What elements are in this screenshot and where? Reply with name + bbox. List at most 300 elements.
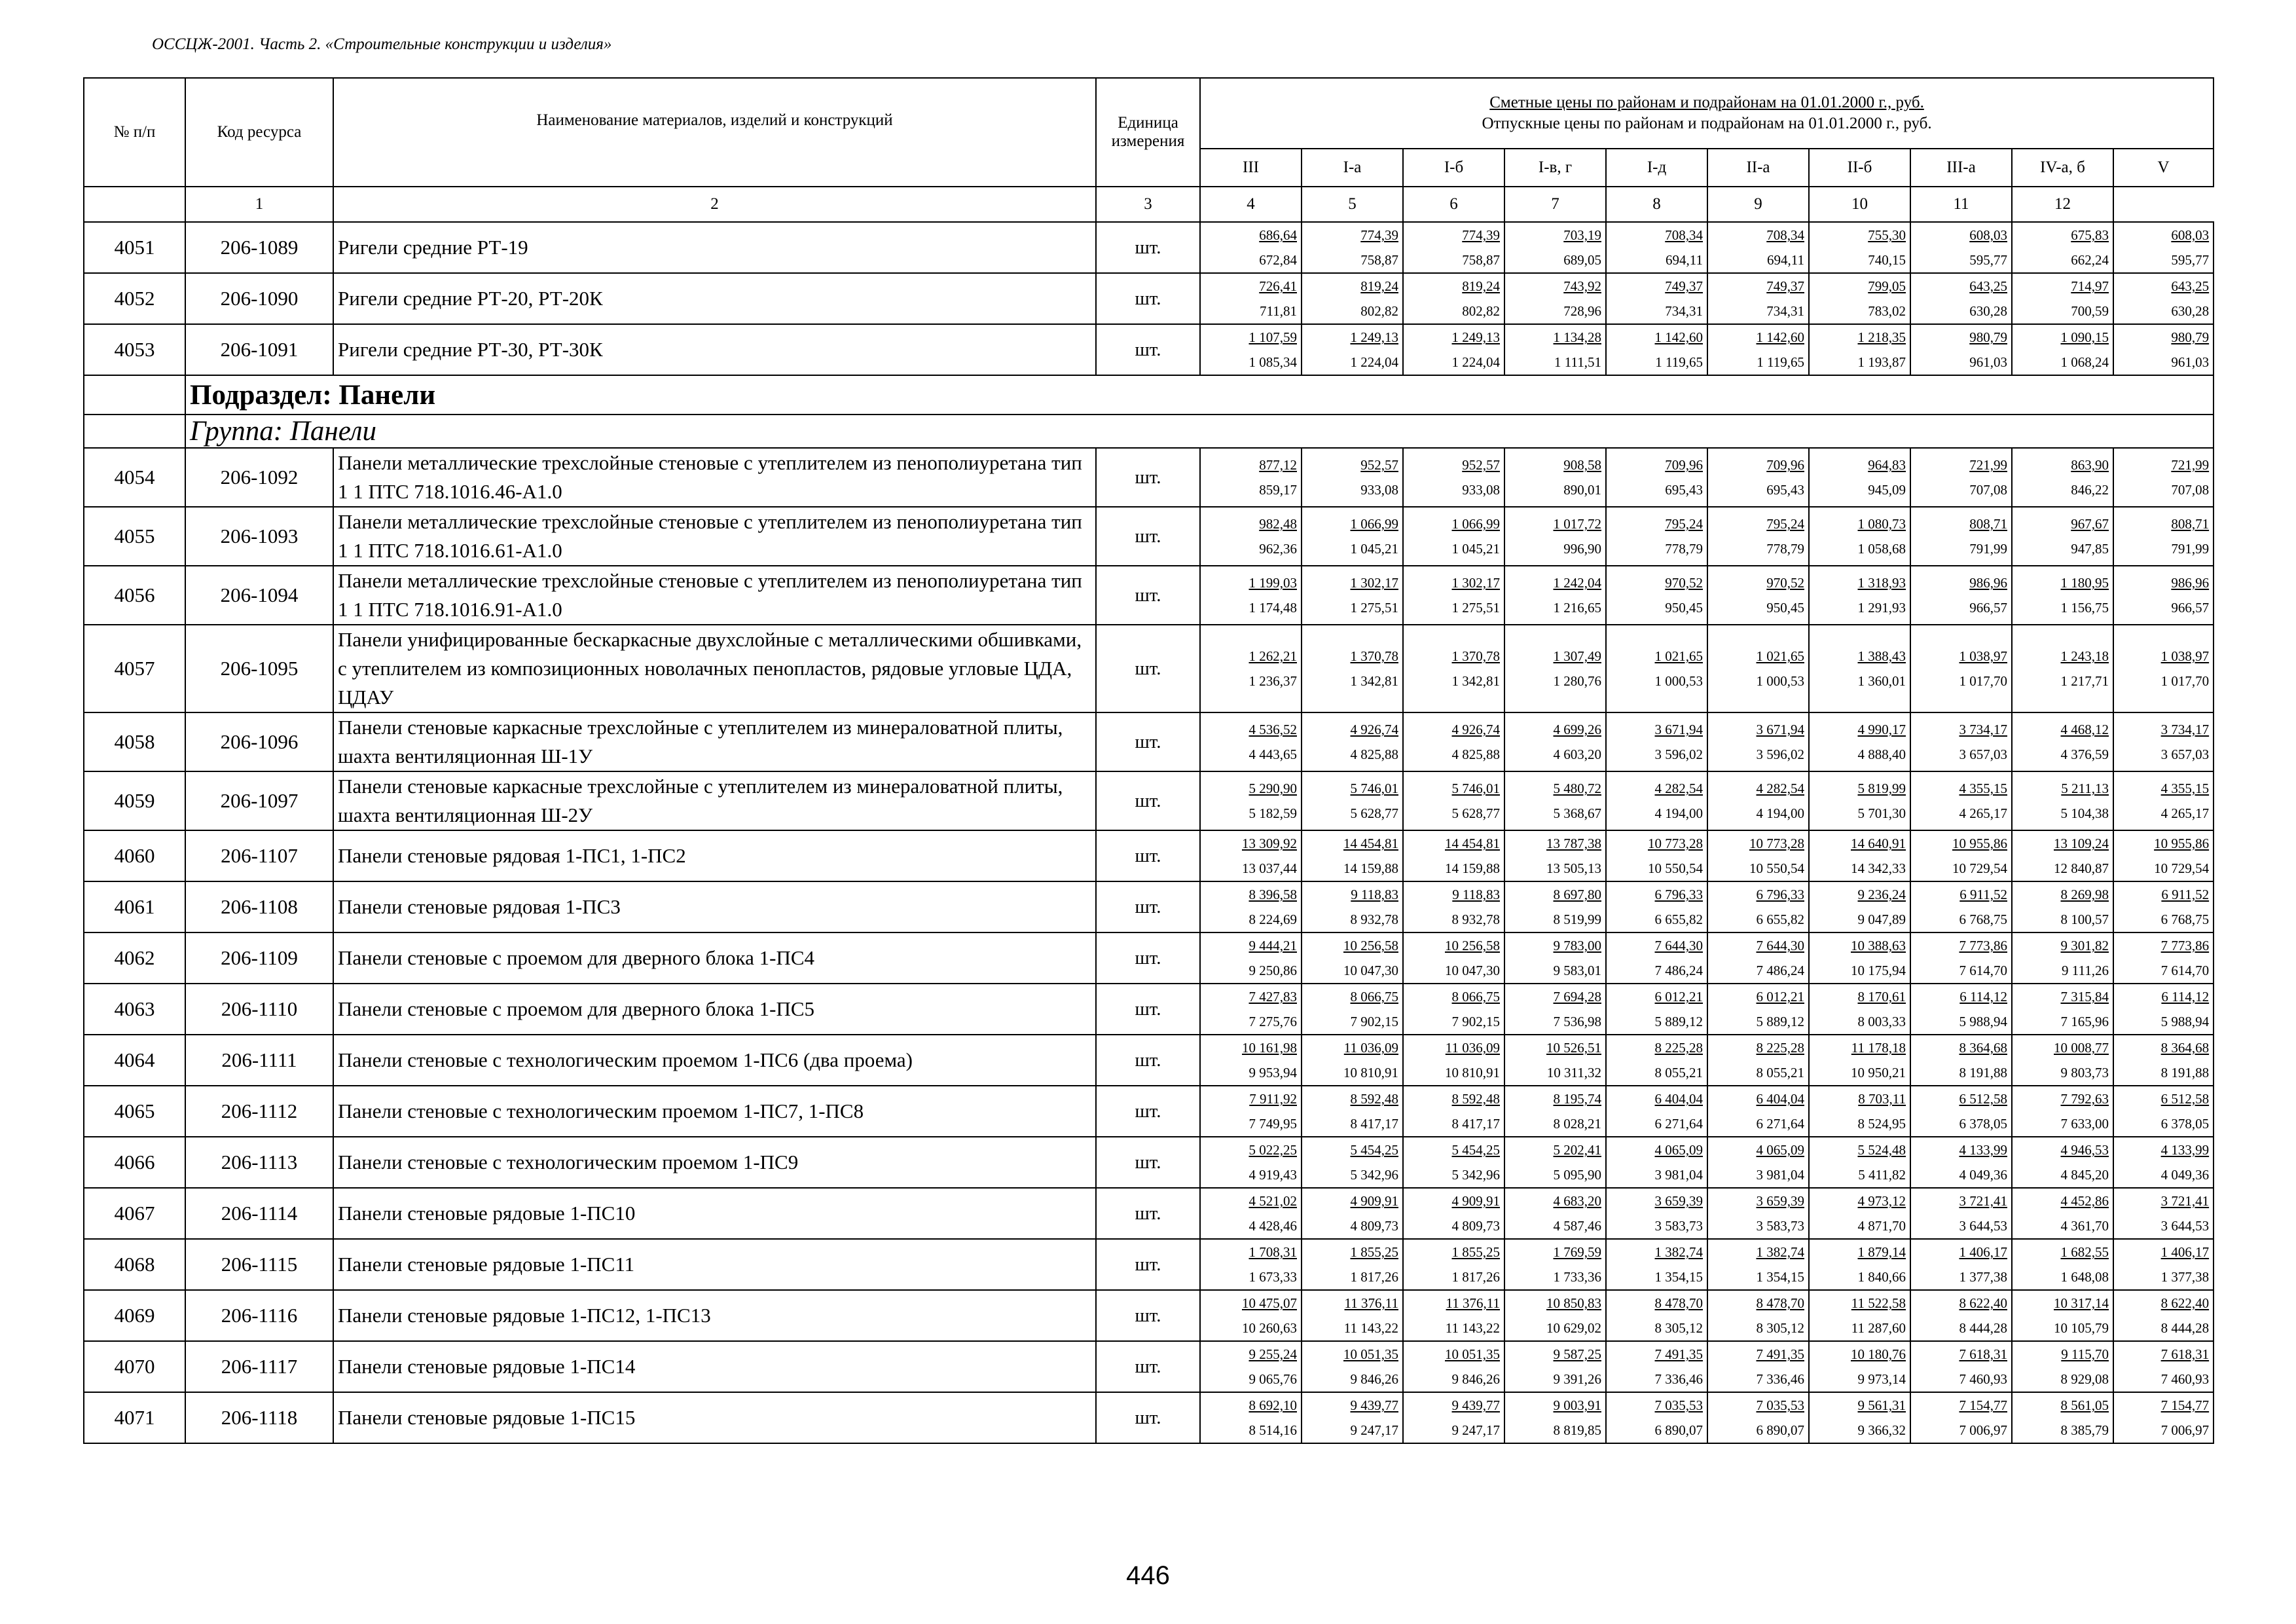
estimate-price: [1505, 570, 1605, 595]
estimate-price-value: 8 478,70: [1654, 1295, 1703, 1311]
estimate-price-value: 967,67: [2071, 516, 2109, 532]
release-price: 12 840,87: [2054, 860, 2109, 876]
release-price: 8 305,12: [1756, 1320, 1804, 1336]
estimate-price: [1302, 452, 1402, 477]
release-price: 1 156,75: [2060, 600, 2109, 616]
estimate-price-value: 1 180,95: [2060, 575, 2109, 591]
resource-code: 206-1096: [185, 712, 333, 771]
estimate-price: [1505, 1189, 1605, 1213]
estimate-price: [1607, 644, 1707, 669]
estimate-price: [1302, 223, 1402, 248]
release-price: 10 729,54: [2154, 860, 2210, 876]
estimate-price-value: 708,34: [1766, 227, 1804, 243]
estimate-price: [1201, 831, 1301, 856]
estimate-price: [1911, 511, 2011, 536]
estimate-price-value: 11 522,58: [1851, 1295, 1906, 1311]
release-price: 1 224,04: [1350, 354, 1398, 370]
estimate-price: [1201, 984, 1301, 1009]
resource-code: 206-1090: [185, 273, 333, 324]
estimate-price: [1911, 1137, 2011, 1162]
release-price: 8 003,33: [1857, 1014, 1906, 1029]
estimate-price-value: 4 909,91: [1451, 1193, 1500, 1209]
release-price: 8 385,79: [2060, 1422, 2109, 1438]
estimate-price: [1404, 274, 1504, 299]
estimate-price-value: 964,83: [1868, 457, 1906, 473]
release-price: 5 342,96: [1451, 1167, 1500, 1183]
estimate-price-value: 14 640,91: [1851, 836, 1906, 851]
estimate-price-value: 8 692,10: [1248, 1397, 1297, 1413]
estimate-price: [1302, 511, 1402, 536]
release-price: 7 902,15: [1451, 1014, 1500, 1029]
estimate-price-value: 3 721,41: [2160, 1193, 2210, 1209]
estimate-price: [1911, 1240, 2011, 1264]
estimate-price: [1505, 223, 1605, 248]
estimate-price-value: 9 118,83: [1351, 887, 1398, 902]
price-cell: [1809, 507, 1910, 566]
release-price: 966,57: [2171, 600, 2210, 616]
estimate-price-value: 7 491,35: [1756, 1346, 1804, 1362]
price-cell: [1200, 507, 1302, 566]
estimate-price-value: 7 792,63: [2060, 1091, 2109, 1107]
estimate-price-value: 6 796,33: [1654, 887, 1703, 902]
estimate-price: [1201, 644, 1301, 669]
price-cell: [1302, 1239, 1403, 1290]
estimate-price: [1810, 1086, 1910, 1111]
estimate-price-value: 795,24: [1665, 516, 1703, 532]
estimate-price: [1911, 1086, 2011, 1111]
release-price: 7 165,96: [2060, 1014, 2109, 1029]
estimate-price: [1708, 511, 1808, 536]
estimate-price: [1708, 644, 1808, 669]
estimate-price: [1302, 274, 1402, 299]
price-cell: [2113, 984, 2214, 1035]
group-row: [84, 415, 2214, 448]
price-cell: [1606, 771, 1707, 830]
price-cell: [1200, 1035, 1302, 1086]
estimate-price-value: 952,57: [1360, 457, 1398, 473]
estimate-price-value: 8 225,28: [1756, 1040, 1804, 1056]
price-cell: [1910, 984, 2012, 1035]
release-price: 4 888,40: [1857, 747, 1906, 762]
release-price: 8 055,21: [1756, 1065, 1804, 1080]
estimate-price-value: 1 262,21: [1248, 648, 1297, 664]
region-header: II-а: [1707, 149, 1809, 187]
price-cell: [1910, 1137, 2012, 1188]
estimate-price-value: 9 587,25: [1553, 1346, 1601, 1362]
price-cell: [1200, 830, 1302, 881]
release-price: 1 360,01: [1857, 673, 1906, 689]
estimate-price-value: 1 769,59: [1553, 1244, 1601, 1260]
release-price: 791,99: [1969, 541, 2007, 557]
estimate-price-value: 7 154,77: [1959, 1397, 2007, 1413]
release-price: 4 428,46: [1248, 1218, 1297, 1234]
price-cell: [1606, 273, 1707, 324]
estimate-price-value: 982,48: [1259, 516, 1297, 532]
resource-code: 206-1089: [185, 222, 333, 273]
estimate-price-value: 7 694,28: [1553, 989, 1601, 1005]
estimate-price: [1505, 274, 1605, 299]
estimate-price: [2013, 325, 2113, 350]
price-cell: [1504, 1392, 1606, 1443]
release-price: 9 247,17: [1451, 1422, 1500, 1438]
unit: шт.: [1096, 984, 1200, 1035]
price-cell: [1504, 1290, 1606, 1341]
price-cell: [1606, 984, 1707, 1035]
price-cell: [2012, 507, 2113, 566]
table-row: [84, 1188, 2214, 1239]
estimate-price-value: 9 003,91: [1553, 1397, 1601, 1413]
col-header-unit: Единица измерения: [1096, 78, 1200, 187]
price-cell: [1606, 1392, 1707, 1443]
release-price: 4 825,88: [1451, 747, 1500, 762]
price-cell: [1707, 273, 1809, 324]
estimate-price: [1708, 274, 1808, 299]
release-price: 8 224,69: [1248, 912, 1297, 927]
table-row: [84, 1086, 2214, 1137]
release-price: 1 111,51: [1554, 354, 1601, 370]
release-price: 10 047,30: [1445, 963, 1500, 978]
estimate-price-value: 10 475,07: [1242, 1295, 1297, 1311]
estimate-price-value: 10 051,35: [1343, 1346, 1398, 1362]
price-cell: [1504, 984, 1606, 1035]
estimate-price: [1505, 1393, 1605, 1418]
estimate-price: [1810, 1240, 1910, 1264]
estimate-price: [2114, 831, 2213, 856]
price-cell: [1910, 507, 2012, 566]
estimate-price: [1404, 1035, 1504, 1060]
estimate-price: [1404, 1240, 1504, 1264]
item-name: Панели металлические трехслойные стеновые с утеплителем из пенополиуретана тип 1 1 ПТС 718.1016.46-А1.0: [333, 448, 1096, 507]
release-price: 859,17: [1259, 482, 1297, 498]
estimate-price-value: 7 618,31: [1959, 1346, 2007, 1362]
estimate-price-value: 4 282,54: [1654, 781, 1703, 796]
estimate-price-value: 686,64: [1259, 227, 1297, 243]
release-price: 6 378,05: [2160, 1116, 2210, 1132]
region-header: I-а: [1302, 149, 1403, 187]
release-price: 10 260,63: [1242, 1320, 1297, 1336]
price-cell: [2113, 881, 2214, 932]
estimate-price: [1201, 452, 1301, 477]
section-blank: [1200, 375, 2214, 415]
release-price: 4 443,65: [1248, 747, 1297, 762]
release-price: 7 336,46: [1654, 1371, 1703, 1387]
estimate-price-value: 4 355,15: [1959, 781, 2007, 796]
estimate-price-value: 11 036,09: [1343, 1040, 1398, 1056]
column-number-blank: [84, 187, 185, 222]
release-price: 11 143,22: [1343, 1320, 1398, 1336]
estimate-price-value: 8 703,11: [1858, 1091, 1906, 1107]
estimate-price: [2013, 1189, 2113, 1213]
estimate-price: [1708, 1240, 1808, 1264]
price-cell: [1707, 324, 1809, 375]
estimate-price-value: 4 683,20: [1553, 1193, 1601, 1209]
estimate-price-value: 721,99: [1969, 457, 2007, 473]
table-row: [84, 566, 2214, 625]
estimate-price: [1404, 1086, 1504, 1111]
estimate-price-value: 7 427,83: [1248, 989, 1297, 1005]
price-cell: [1200, 1239, 1302, 1290]
estimate-price-value: 9 115,70: [2061, 1346, 2109, 1362]
release-price: 10 550,54: [1648, 860, 1703, 876]
price-cell: [2012, 1188, 2113, 1239]
estimate-price: [2013, 1291, 2113, 1316]
price-cell: [2012, 1086, 2113, 1137]
estimate-price: [1201, 1393, 1301, 1418]
item-name: Панели стеновые рядовые 1-ПС11: [333, 1239, 1096, 1290]
estimate-price-value: 8 170,61: [1857, 989, 1906, 1005]
price-cell: [2012, 273, 2113, 324]
table-row: [84, 712, 2214, 771]
row-number: 4070: [84, 1341, 185, 1392]
estimate-price: [1911, 776, 2011, 801]
estimate-price-value: 1 855,25: [1350, 1244, 1398, 1260]
estimate-price-value: 1 249,13: [1350, 329, 1398, 345]
row-number: 4059: [84, 771, 185, 830]
estimate-price: [1505, 1086, 1605, 1111]
group-title: Группа: Панели: [185, 415, 1200, 448]
price-cell: [1302, 324, 1403, 375]
release-price: 7 749,95: [1248, 1116, 1297, 1132]
estimate-price: [1505, 831, 1605, 856]
page-number: 446: [1126, 1561, 1170, 1590]
price-cell: [2113, 1137, 2214, 1188]
estimate-price: [1505, 933, 1605, 958]
estimate-price: [1201, 1035, 1301, 1060]
price-cell: [1504, 1035, 1606, 1086]
price-cell: [1809, 1137, 1910, 1188]
estimate-price-value: 952,57: [1462, 457, 1500, 473]
estimate-price: [1302, 1137, 1402, 1162]
estimate-price: [1708, 1035, 1808, 1060]
estimate-price-value: 10 256,58: [1343, 938, 1398, 953]
release-price: 1 068,24: [2060, 354, 2109, 370]
estimate-price: [1201, 1291, 1301, 1316]
price-cell: [1200, 712, 1302, 771]
estimate-price: [1302, 1035, 1402, 1060]
estimate-price: [1607, 1137, 1707, 1162]
estimate-price: [2114, 1137, 2213, 1162]
estimate-price-value: 14 454,81: [1445, 836, 1500, 851]
estimate-price-value: 1 218,35: [1857, 329, 1906, 345]
release-price: 11 287,60: [1851, 1320, 1906, 1336]
estimate-price-value: 8 066,75: [1451, 989, 1500, 1005]
release-price: 5 368,67: [1553, 805, 1601, 821]
release-price: 4 376,59: [2060, 747, 2109, 762]
price-cell: [1302, 1290, 1403, 1341]
table-row: [84, 830, 2214, 881]
price-cell: [1606, 448, 1707, 507]
price-cell: [1302, 507, 1403, 566]
price-cell: [1504, 881, 1606, 932]
estimate-price: [1810, 325, 1910, 350]
price-cell: [1200, 1341, 1302, 1392]
column-number: 7: [1504, 187, 1606, 222]
release-price: 10 810,91: [1445, 1065, 1500, 1080]
estimate-price: [1404, 511, 1504, 536]
table-row: [84, 324, 2214, 375]
estimate-price: [1708, 984, 1808, 1009]
estimate-price-value: 608,03: [1969, 227, 2007, 243]
release-price: 5 628,77: [1451, 805, 1500, 821]
release-price: 6 378,05: [1959, 1116, 2007, 1132]
estimate-price: [2114, 984, 2213, 1009]
estimate-price-value: 4 282,54: [1756, 781, 1804, 796]
estimate-price-value: 980,79: [1969, 329, 2007, 345]
estimate-price: [1404, 776, 1504, 801]
estimate-price-value: 8 592,48: [1451, 1091, 1500, 1107]
col-header-prices: [1200, 78, 2214, 149]
estimate-price-value: 13 309,92: [1242, 836, 1297, 851]
release-price: 1 648,08: [2060, 1269, 2109, 1285]
row-number: 4052: [84, 273, 185, 324]
estimate-price: [1810, 1035, 1910, 1060]
estimate-price-value: 1 242,04: [1553, 575, 1601, 591]
price-cell: [1809, 448, 1910, 507]
estimate-price-value: 11 178,18: [1851, 1040, 1906, 1056]
estimate-price-value: 4 926,74: [1350, 722, 1398, 737]
estimate-price: [1607, 1291, 1707, 1316]
table-row: [84, 881, 2214, 932]
release-price: 3 644,53: [1959, 1218, 2007, 1234]
release-price: 4 825,88: [1350, 747, 1398, 762]
release-price: 4 049,36: [2160, 1167, 2210, 1183]
estimate-price-value: 970,52: [1665, 575, 1703, 591]
estimate-price-value: 6 404,04: [1654, 1091, 1703, 1107]
estimate-price-value: 10 317,14: [2054, 1295, 2109, 1311]
estimate-price: [2013, 223, 2113, 248]
estimate-price: [1708, 831, 1808, 856]
release-price: 1 817,26: [1451, 1269, 1500, 1285]
estimate-price-value: 703,19: [1563, 227, 1601, 243]
estimate-price-value: 3 659,39: [1756, 1193, 1804, 1209]
release-price: 1 840,66: [1857, 1269, 1906, 1285]
estimate-price-value: 6 404,04: [1756, 1091, 1804, 1107]
unit: шт.: [1096, 881, 1200, 932]
price-cell: [1809, 771, 1910, 830]
unit: шт.: [1096, 932, 1200, 984]
release-price: 1 224,04: [1451, 354, 1500, 370]
price-cell: [2113, 448, 2214, 507]
estimate-price-value: 7 773,86: [2160, 938, 2210, 953]
estimate-price-value: 1 879,14: [1857, 1244, 1906, 1260]
unit: шт.: [1096, 1086, 1200, 1137]
release-price: 1 017,70: [2160, 673, 2210, 689]
estimate-price: [1505, 1342, 1605, 1367]
price-cell: [2113, 1188, 2214, 1239]
estimate-price-value: 5 454,25: [1350, 1142, 1398, 1158]
release-price: 7 006,97: [1959, 1422, 2007, 1438]
price-cell: [1403, 273, 1504, 324]
row-number: 4061: [84, 881, 185, 932]
estimate-price-value: 7 154,77: [2160, 1397, 2210, 1413]
price-cell: [1302, 712, 1403, 771]
estimate-price: [1201, 882, 1301, 907]
price-cell: [1809, 1290, 1910, 1341]
item-name: Панели стеновые с технологическим проемом 1-ПС9: [333, 1137, 1096, 1188]
price-cell: [1707, 625, 1809, 712]
estimate-price-value: 8 269,98: [2060, 887, 2109, 902]
estimate-price-value: 8 622,40: [2160, 1295, 2210, 1311]
release-price: 758,87: [1360, 252, 1398, 268]
price-cell: [1910, 1035, 2012, 1086]
item-name: Панели стеновые каркасные трехслойные с утеплителем из минераловатной плиты, шахта вентиляционная Ш-2У: [333, 771, 1096, 830]
price-cell: [1910, 625, 2012, 712]
estimate-price-value: 5 819,99: [1857, 781, 1906, 796]
estimate-price: [1810, 984, 1910, 1009]
estimate-price: [2114, 223, 2213, 248]
estimate-price-value: 10 773,28: [1749, 836, 1804, 851]
estimate-price: [1607, 325, 1707, 350]
unit: шт.: [1096, 324, 1200, 375]
estimate-price: [1911, 1342, 2011, 1367]
price-cell: [2113, 1086, 2214, 1137]
release-price: 6 271,64: [1654, 1116, 1703, 1132]
release-price: 5 889,12: [1756, 1014, 1804, 1029]
estimate-price-value: 3 671,94: [1654, 722, 1703, 737]
estimate-price-value: 5 290,90: [1248, 781, 1297, 796]
price-cell: [1504, 1137, 1606, 1188]
release-price: 9 250,86: [1248, 963, 1297, 978]
price-cell: [2113, 1341, 2214, 1392]
estimate-price-value: 3 659,39: [1654, 1193, 1703, 1209]
price-cell: [1606, 830, 1707, 881]
release-price: 996,90: [1563, 541, 1601, 557]
estimate-price: [1708, 933, 1808, 958]
release-price: 1 119,65: [1757, 354, 1804, 370]
price-cell: [1606, 625, 1707, 712]
release-price: 9 846,26: [1350, 1371, 1398, 1387]
price-cell: [1302, 1035, 1403, 1086]
row-number: 4069: [84, 1290, 185, 1341]
estimate-price-value: 10 180,76: [1851, 1346, 1906, 1362]
estimate-price-value: 6 114,12: [1959, 989, 2007, 1005]
estimate-price: [1404, 570, 1504, 595]
estimate-price: [2013, 1240, 2113, 1264]
estimate-price-value: 1 388,43: [1857, 648, 1906, 664]
release-price: 1 354,15: [1756, 1269, 1804, 1285]
estimate-price-value: 10 955,86: [1952, 836, 2007, 851]
release-price: 5 342,96: [1350, 1167, 1398, 1183]
estimate-price-value: 1 021,65: [1756, 648, 1804, 664]
row-number: 4054: [84, 448, 185, 507]
price-cell: [1910, 1341, 2012, 1392]
section-title: Подраздел: Панели: [185, 375, 1200, 415]
release-price: 8 191,88: [2160, 1065, 2210, 1080]
estimate-price: [1607, 223, 1707, 248]
estimate-price-value: 4 521,02: [1248, 1193, 1297, 1209]
estimate-price: [1607, 452, 1707, 477]
estimate-price: [1810, 1393, 1910, 1418]
estimate-price: [1505, 984, 1605, 1009]
price-cell: [2113, 273, 2214, 324]
item-name: Панели стеновые с проемом для дверного блока 1-ПС5: [333, 984, 1096, 1035]
estimate-price: [1404, 452, 1504, 477]
estimate-price: [1302, 570, 1402, 595]
release-price: 1 377,38: [2160, 1269, 2210, 1285]
estimate-price: [1911, 717, 2011, 742]
resource-code: 206-1107: [185, 830, 333, 881]
release-price: 5 988,94: [2160, 1014, 2210, 1029]
row-number: 4064: [84, 1035, 185, 1086]
estimate-price-value: 1 302,17: [1350, 575, 1398, 591]
estimate-price: [1201, 1086, 1301, 1111]
release-price: 5 095,90: [1553, 1167, 1601, 1183]
estimate-price: [1302, 717, 1402, 742]
price-cell: [1200, 1188, 1302, 1239]
estimate-price: [2114, 1342, 2213, 1367]
price-cell: [1606, 1341, 1707, 1392]
release-price: 4 194,00: [1756, 805, 1804, 821]
